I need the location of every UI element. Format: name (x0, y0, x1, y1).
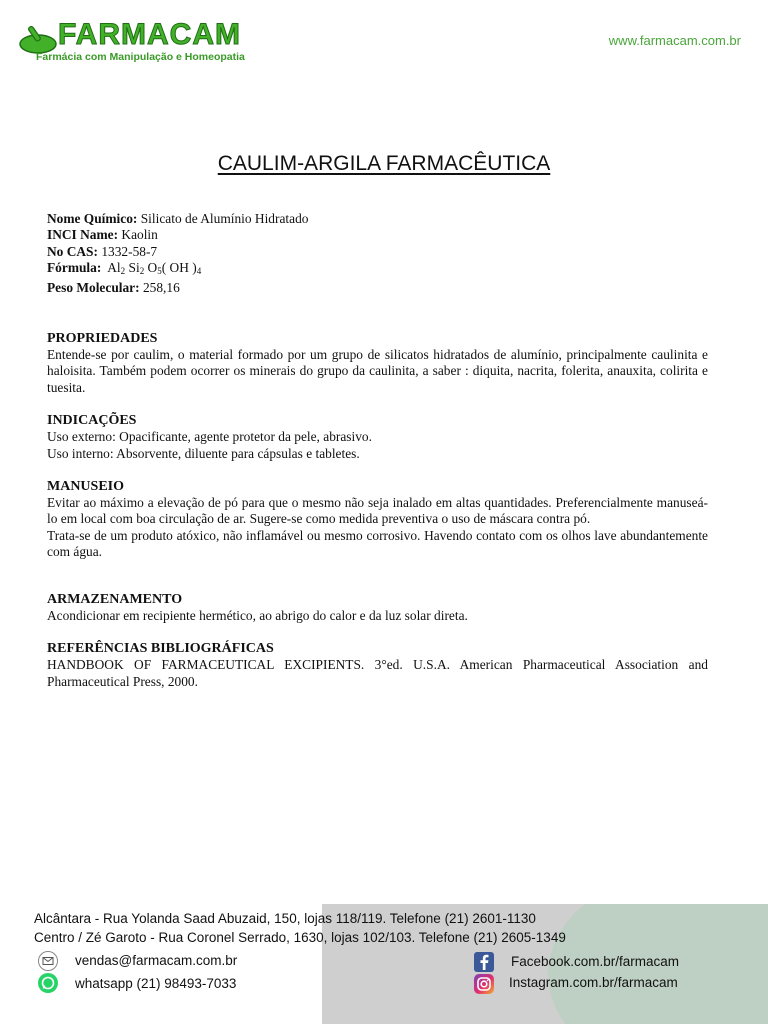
field-label: Peso Molecular: (47, 279, 140, 295)
whatsapp-icon (38, 973, 58, 993)
molecular-weight-row (47, 280, 708, 296)
section-text: Uso externo: Opacificante, agente protetor da pele, abrasivo. (47, 429, 372, 445)
field-label: Nome Químico: (47, 211, 138, 226)
section-text: Entende-se por caulim, o material formado por um grupo de silicatos hidratados de alumínio, principalmente caulinita e haloisita. Também podem ocorrer os minerais do grupo da caulinita, a saber : diquita, nacrita, folerita, anauxita, colirita e tuesita. (47, 347, 708, 395)
mortar-icon (18, 24, 62, 54)
section-heading: MANUSEIO (47, 479, 125, 495)
section-text: Trata-se de um produto atóxico, não inflamável ou mesmo corrosivo. Havendo contato com os olhos lave abundantemente com água. (47, 527, 708, 560)
formula-row (47, 260, 708, 279)
field-label: INCI Name: (47, 227, 119, 243)
section-text: Evitar ao máximo a elevação de pó para que o mesmo não seja inalado em altas quantidades. Preferencialmente manuseá-lo em local com boa circulação de ar. Sugere-se como medida preventiva o uso de máscara contra pó. (47, 495, 708, 527)
address-centro: Centro / Zé Garoto - Rua Coronel Serrado, 1630, lojas 102/103. Telefone (21) 2605-1349 (34, 930, 566, 945)
facebook-link[interactable]: Facebook.com.br/farmacam (511, 954, 680, 969)
email-icon (38, 951, 58, 971)
address-alcantara: Alcântara - Rua Yolanda Saad Abuzaid, 150, lojas 118/119. Telefone (21) 2601-1130 (34, 911, 536, 926)
section-text: HANDBOOK OF FARMACEUTICAL EXCIPIENTS. 3°ed. U.S.A. American Pharmaceutical Association and Pharmaceutical Press, 2000. (47, 657, 708, 689)
section-text: Uso interno: Absorvente, diluente para cápsulas e tabletes. (47, 445, 360, 461)
field-label: No CAS: (47, 243, 98, 259)
document-body (47, 211, 708, 690)
instagram-link[interactable]: Instagram.com.br/farmacam (509, 975, 678, 990)
section-heading: ARMAZENAMENTO (47, 591, 183, 607)
section-text: Acondicionar em recipiente hermético, ao abrigo do calor e da luz solar direta. (47, 607, 468, 623)
section-propriedades (47, 330, 708, 396)
formula-value: $Al_2$ $Si_2$ $O_5$( OH )$_4$ (107, 260, 202, 277)
section-manuseio (47, 478, 708, 561)
section-heading: INDICAÇÕES (47, 413, 137, 429)
whatsapp-contact[interactable]: whatsapp (21) 98493-7033 (75, 976, 237, 991)
brand-logo (18, 18, 258, 66)
website-link[interactable]: www.farmacam.com.br (608, 33, 741, 48)
section-referencias (47, 640, 708, 690)
field-label: Fórmula: (47, 260, 102, 276)
facebook-icon (474, 952, 494, 972)
section-armazenamento (47, 591, 708, 624)
field-value: Silicato de Alumínio Hidratado (140, 211, 309, 226)
section-heading: PROPRIEDADES (47, 331, 158, 347)
inci-row (47, 227, 708, 243)
field-value: 1332-58-7 (101, 243, 158, 259)
email-link[interactable]: vendas@farmacam.com.br (75, 953, 238, 968)
document-title: CAULIM-ARGILA FARMACÊUTICA (217, 152, 551, 175)
section-heading: REFERÊNCIAS BIBLIOGRÁFICAS (47, 641, 274, 657)
chemical-name-row (47, 211, 708, 227)
field-value: Kaolin (121, 227, 158, 243)
brand-name: FARMACAM (58, 18, 241, 51)
cas-row (47, 244, 708, 260)
brand-tagline: Farmácia com Manipulação e Homeopatia (36, 51, 245, 63)
field-value: 258,16 (142, 279, 180, 295)
section-indicacoes (47, 412, 708, 462)
instagram-icon (474, 974, 494, 994)
